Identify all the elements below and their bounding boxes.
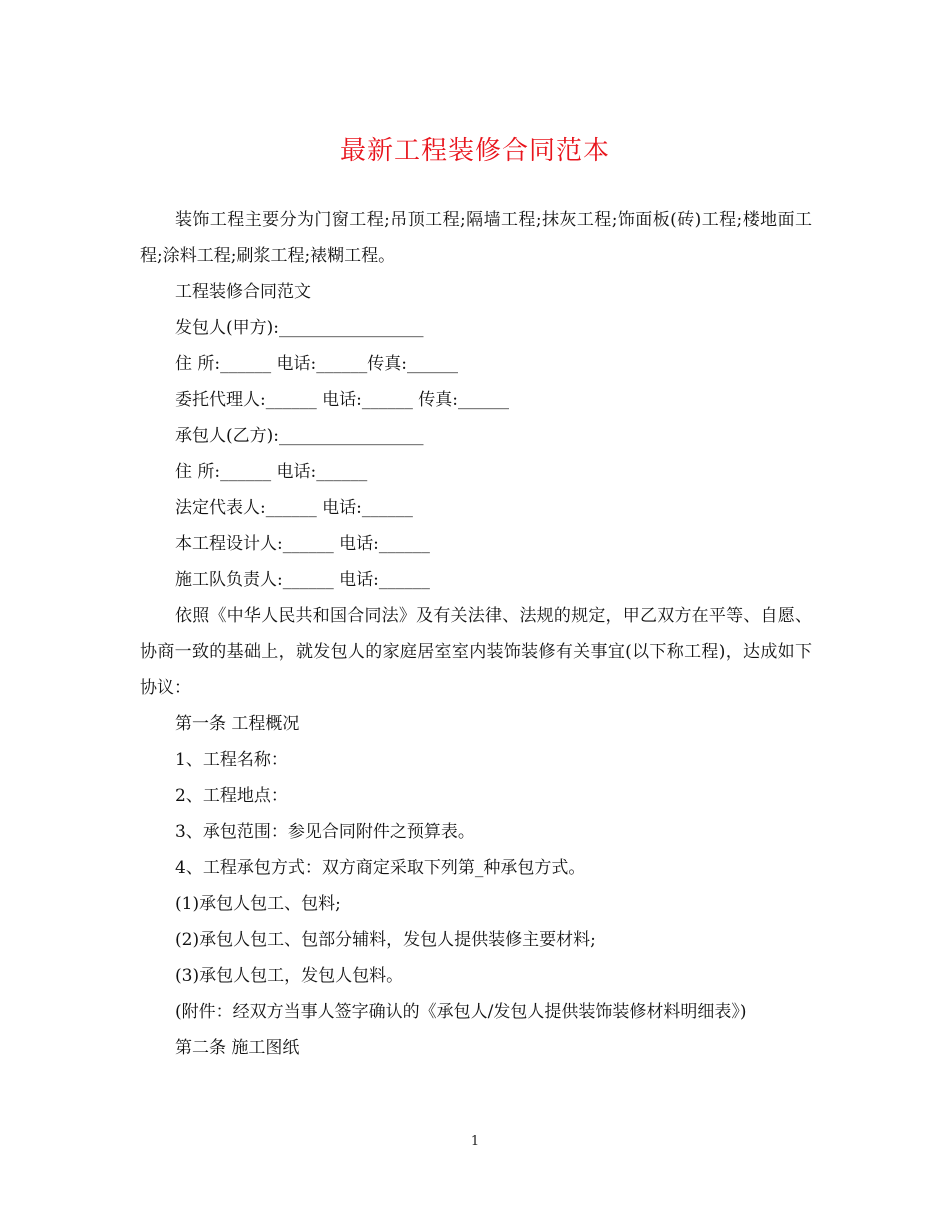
agreement-paragraph: 依照《中华人民共和国合同法》及有关法律、法规的规定，甲乙双方在平等、自愿、协商一致的基础上，就发包人的家庭居室室内装饰装修有关事宜(以下称工程)，达成如下协议： — [140, 606, 812, 698]
document-body — [140, 202, 812, 1066]
page-number: 1 — [470, 1134, 480, 1149]
designer-line: 本工程设计人:______ 电话:______ — [175, 534, 430, 554]
section-heading: 工程装修合同范文 — [175, 282, 311, 302]
scope-line: 3、承包范围：参见合同附件之预算表。 — [175, 822, 475, 842]
method-option-3: (3)承包人包工，发包人包料。 — [175, 966, 404, 986]
contract-method-line: 4、工程承包方式：双方商定采取下列第_种承包方式。 — [175, 858, 586, 878]
attachment-note: (附件：经双方当事人签字确认的《承包人/发包人提供装饰装修材料明细表》) — [175, 1002, 747, 1022]
project-name-line: 1、工程名称： — [175, 750, 288, 770]
legal-rep-line: 法定代表人:______ 电话:______ — [175, 498, 413, 518]
agent-line: 委托代理人:______ 电话:______ 传真:______ — [175, 390, 509, 410]
method-option-2: (2)承包人包工、包部分辅料，发包人提供装修主要材料; — [175, 930, 596, 950]
article-1-heading: 第一条 工程概况 — [175, 714, 300, 734]
party-a-line: 发包人(甲方):_________________ — [175, 318, 424, 338]
method-option-1: (1)承包人包工、包料; — [175, 894, 341, 914]
party-b-line: 承包人(乙方):_________________ — [175, 426, 424, 446]
party-b-address-line: 住 所:______ 电话:______ — [175, 462, 368, 482]
article-2-heading: 第二条 施工图纸 — [175, 1038, 300, 1058]
team-leader-line: 施工队负责人:______ 电话:______ — [175, 570, 430, 590]
document-title: 最新工程装修合同范本 — [339, 136, 610, 166]
party-a-address-line: 住 所:______ 电话:______传真:______ — [175, 354, 458, 374]
project-location-line: 2、工程地点： — [175, 786, 288, 806]
intro-paragraph: 装饰工程主要分为门窗工程;吊顶工程;隔墙工程;抹灰工程;饰面板(砖)工程;楼地面工程;涂料工程;刷浆工程;裱糊工程。 — [140, 210, 812, 266]
